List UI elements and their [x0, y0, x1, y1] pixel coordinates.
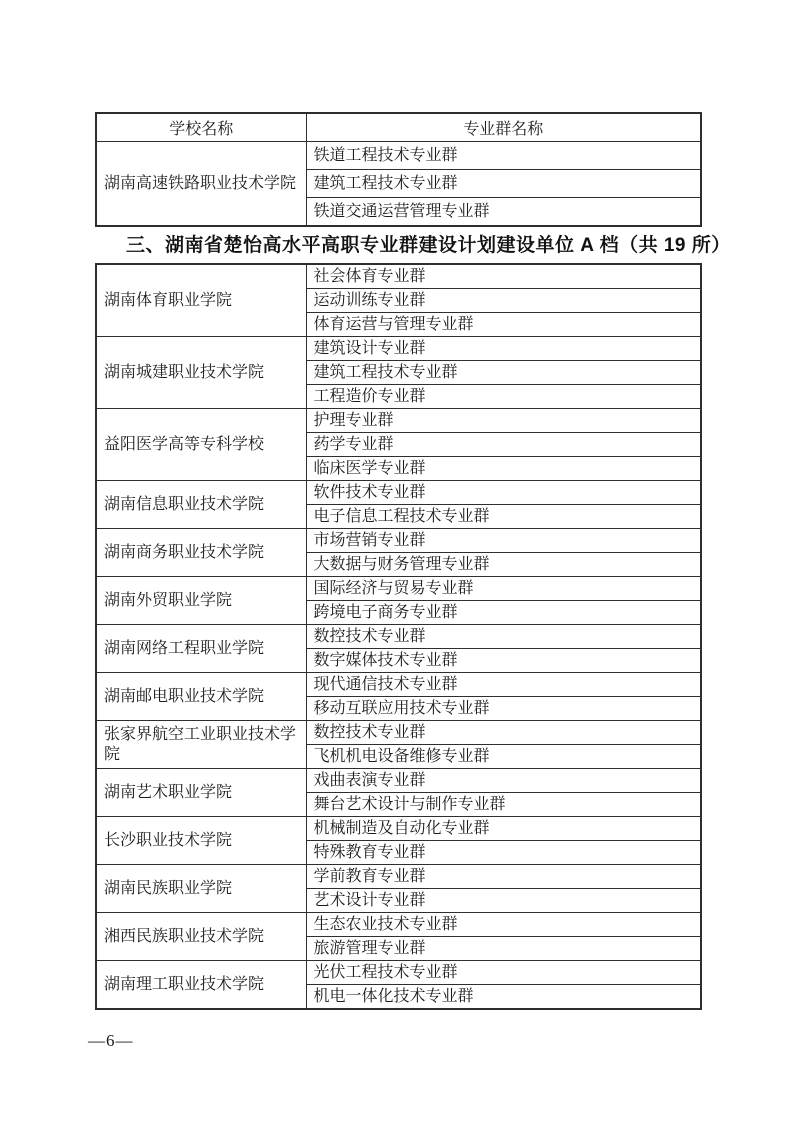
table-row	[96, 721, 701, 745]
section-title: 三、湖南省楚怡高水平高职专业群建设计划建设单位 A 档（共 19 所）	[126, 235, 731, 256]
group-name-cell: 跨境电子商务专业群	[306, 601, 701, 625]
school-name-cell: 湖南民族职业学院	[96, 865, 306, 913]
table-row	[96, 577, 701, 601]
table-row	[96, 529, 701, 553]
top-table	[95, 112, 702, 227]
school-name-cell: 湖南城建职业技术学院	[96, 337, 306, 409]
school-name-cell: 益阳医学高等专科学校	[96, 409, 306, 481]
table-row	[96, 769, 701, 793]
group-name-cell: 生态农业技术专业群	[306, 913, 701, 937]
school-name-cell: 张家界航空工业职业技术学院	[96, 721, 306, 769]
group-name-cell: 机械制造及自动化专业群	[306, 817, 701, 841]
group-name-cell: 数字媒体技术专业群	[306, 649, 701, 673]
group-name-cell: 现代通信技术专业群	[306, 673, 701, 697]
group-name-cell: 光伏工程技术专业群	[306, 961, 701, 985]
group-name-cell: 移动互联应用技术专业群	[306, 697, 701, 721]
school-name-cell: 湖南信息职业技术学院	[96, 481, 306, 529]
school-name-cell: 长沙职业技术学院	[96, 817, 306, 865]
group-name-cell: 市场营销专业群	[306, 529, 701, 553]
table-row	[96, 673, 701, 697]
group-name-cell: 机电一体化技术专业群	[306, 985, 701, 1010]
school-name-cell: 湖南邮电职业技术学院	[96, 673, 306, 721]
school-name-cell: 湖南体育职业学院	[96, 264, 306, 337]
group-name-cell: 建筑设计专业群	[306, 337, 701, 361]
group-name-cell: 戏曲表演专业群	[306, 769, 701, 793]
group-name-cell: 特殊教育专业群	[306, 841, 701, 865]
main-table-body	[96, 264, 701, 1009]
school-name-cell: 湘西民族职业技术学院	[96, 913, 306, 961]
group-name-cell: 体育运营与管理专业群	[306, 313, 701, 337]
table-row	[96, 481, 701, 505]
group-name-cell: 药学专业群	[306, 433, 701, 457]
school-name-column-header: 学校名称	[96, 113, 306, 142]
table-row	[96, 625, 701, 649]
table-row	[96, 913, 701, 937]
group-name-cell: 艺术设计专业群	[306, 889, 701, 913]
main-table	[95, 263, 702, 1010]
table-row	[96, 264, 701, 289]
group-name-cell: 大数据与财务管理专业群	[306, 553, 701, 577]
group-name-cell: 旅游管理专业群	[306, 937, 701, 961]
group-name-cell: 社会体育专业群	[306, 264, 701, 289]
group-name-cell: 数控技术专业群	[306, 625, 701, 649]
school-name-cell: 湖南外贸职业学院	[96, 577, 306, 625]
group-name-cell: 铁道交通运营管理专业群	[306, 198, 701, 227]
group-name-cell: 建筑工程技术专业群	[306, 170, 701, 198]
group-name-cell: 铁道工程技术专业群	[306, 142, 701, 170]
group-name-cell: 护理专业群	[306, 409, 701, 433]
top-table-body	[96, 142, 701, 227]
top-table-header	[96, 113, 701, 142]
school-name-cell: 湖南理工职业技术学院	[96, 961, 306, 1010]
group-name-cell: 临床医学专业群	[306, 457, 701, 481]
group-name-cell: 飞机机电设备维修专业群	[306, 745, 701, 769]
header-row	[96, 113, 701, 142]
table-row	[96, 409, 701, 433]
page-number: —6—	[88, 1031, 134, 1050]
school-name-cell: 湖南高速铁路职业技术学院	[96, 142, 306, 227]
school-name-cell: 湖南网络工程职业学院	[96, 625, 306, 673]
group-name-cell: 国际经济与贸易专业群	[306, 577, 701, 601]
group-name-cell: 电子信息工程技术专业群	[306, 505, 701, 529]
table-row	[96, 142, 701, 170]
group-name-cell: 工程造价专业群	[306, 385, 701, 409]
table-row	[96, 817, 701, 841]
table-row	[96, 865, 701, 889]
school-name-cell: 湖南艺术职业学院	[96, 769, 306, 817]
group-name-cell: 数控技术专业群	[306, 721, 701, 745]
group-name-column-header: 专业群名称	[306, 113, 701, 142]
group-name-cell: 舞台艺术设计与制作专业群	[306, 793, 701, 817]
group-name-cell: 学前教育专业群	[306, 865, 701, 889]
table-row	[96, 961, 701, 985]
school-name-cell: 湖南商务职业技术学院	[96, 529, 306, 577]
table-row	[96, 337, 701, 361]
group-name-cell: 建筑工程技术专业群	[306, 361, 701, 385]
group-name-cell: 软件技术专业群	[306, 481, 701, 505]
group-name-cell: 运动训练专业群	[306, 289, 701, 313]
